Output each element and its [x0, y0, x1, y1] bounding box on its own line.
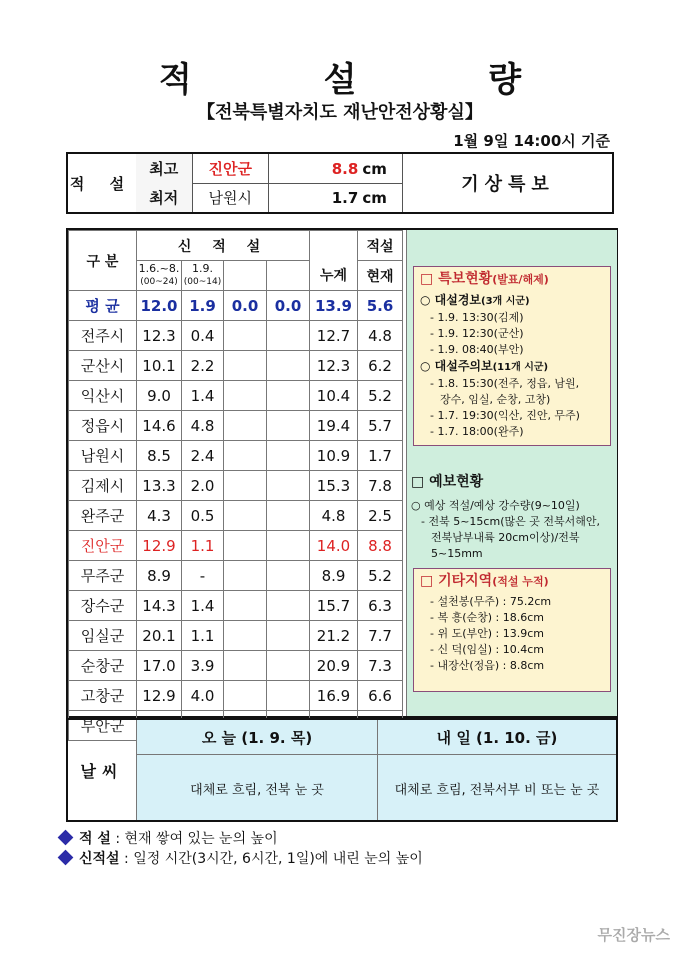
row-empty: [267, 531, 310, 561]
weather-box: [66, 718, 618, 822]
advisory-item: 장수, 임실, 순창, 고창): [440, 393, 551, 406]
row-now: 6.3: [358, 591, 403, 621]
row-period-2: 2.2: [182, 351, 224, 381]
row-name: 고창군: [69, 681, 137, 711]
row-now: 5.2: [358, 381, 403, 411]
row-sum: 12.7: [310, 321, 358, 351]
row-name: 장수군: [69, 591, 137, 621]
row-empty: [224, 381, 267, 411]
note-1: 적 설 : 현재 쌓여 있는 눈의 높이: [60, 828, 278, 848]
page-title: 적 설 량: [158, 60, 582, 100]
row-name: 완주군: [69, 501, 137, 531]
row-period-1: 17.0: [137, 651, 182, 681]
row-period-1: 9.0: [137, 381, 182, 411]
header-period-1: 1.6.~8. (00~24): [137, 261, 182, 291]
row-empty: [267, 591, 310, 621]
table-row: [69, 351, 403, 381]
max-value: 8.8: [331, 159, 359, 178]
row-now: 5.2: [358, 561, 403, 591]
summary-box: [66, 152, 614, 214]
row-period-2: 0.4: [182, 321, 224, 351]
row-name: 임실군: [69, 621, 137, 651]
row-period-1: 4.3: [137, 501, 182, 531]
row-empty: [224, 321, 267, 351]
row-period-1: 14.3: [137, 591, 182, 621]
row-period-1: 20.1: [137, 621, 182, 651]
page-subtitle: 【전북특별자치도 재난안전상황실】: [197, 102, 483, 123]
row-now: 7.7: [358, 621, 403, 651]
row-now: 6.2: [358, 351, 403, 381]
advisory-item: - 1.7. 18:00(완주): [430, 425, 524, 438]
row-now: 5.7: [358, 411, 403, 441]
row-sum: 10.4: [310, 381, 358, 411]
summary-max-row: [136, 154, 402, 184]
row-name: 무주군: [69, 561, 137, 591]
header-new-snow: 신 적 설: [137, 231, 310, 261]
row-period-2: 1.1: [182, 621, 224, 651]
other-item: - 내장산(정읍) : 8.8cm: [430, 659, 545, 672]
table-row: [69, 381, 403, 411]
row-empty: [267, 501, 310, 531]
row-now: 7.3: [358, 651, 403, 681]
row-empty: [224, 441, 267, 471]
row-now: 4.8: [358, 321, 403, 351]
other-item: - 복 흥(순창) : 18.6cm: [430, 611, 545, 624]
advisory-item: - 1.7. 19:30(익산, 진안, 무주): [430, 409, 580, 422]
row-sum: 10.9: [310, 441, 358, 471]
row-name: 순창군: [69, 651, 137, 681]
row-empty: [267, 621, 310, 651]
row-name: 김제시: [69, 471, 137, 501]
row-empty: [267, 681, 310, 711]
weather-today: [137, 720, 378, 820]
row-now: 8.8: [358, 531, 403, 561]
timestamp: 1월 9일 14:00시 기준: [453, 132, 610, 150]
table-row: [69, 621, 403, 651]
other-item: - 위 도(부안) : 13.9cm: [430, 627, 545, 640]
max-unit: cm: [362, 159, 387, 178]
row-sum: 4.8: [310, 501, 358, 531]
row-period-2: 4.0: [182, 681, 224, 711]
row-empty: [224, 351, 267, 381]
row-empty: [224, 531, 267, 561]
today-heading: 오 늘 (1. 9. 목): [137, 720, 377, 755]
weather-tomorrow: [378, 720, 616, 820]
row-period-2: 3.9: [182, 651, 224, 681]
table-row: [69, 531, 403, 561]
row-period-1: 12.3: [137, 321, 182, 351]
info-panel: [406, 230, 617, 716]
header-area: 구 분: [69, 231, 137, 291]
other-item: - 설천봉(무주) : 75.2cm: [430, 595, 552, 608]
min-value: 1.7: [331, 188, 359, 207]
snow-table: [68, 230, 403, 741]
forecast-section: □ 예보현황 ○ 예상 적설/예상 강수량(9~10일) - 전북 5~15cm(많은 곳 전북서해안, 전북남부내륙 20cm이상)/전북 5~15mm: [411, 474, 611, 562]
row-now: 2.5: [358, 501, 403, 531]
row-period-1: 12.9: [137, 681, 182, 711]
row-empty: [267, 411, 310, 441]
warning-item: - 1.9. 13:30(김제): [430, 311, 524, 324]
diamond-icon: [58, 830, 74, 846]
row-period-1: 8.5: [137, 441, 182, 471]
row-sum: 15.3: [310, 471, 358, 501]
row-now: 1.7: [358, 441, 403, 471]
table-row: [69, 441, 403, 471]
row-period-2: 2.0: [182, 471, 224, 501]
row-period-2: 0.5: [182, 501, 224, 531]
table-row: [69, 471, 403, 501]
row-period-2: 1.4: [182, 591, 224, 621]
row-empty: [267, 381, 310, 411]
row-period-1: 8.9: [137, 561, 182, 591]
today-body: 대체로 흐림, 전북 눈 곳: [190, 782, 324, 798]
row-name: 정읍시: [69, 411, 137, 441]
row-period-1: 14.6: [137, 411, 182, 441]
snow-table-box: [66, 228, 618, 735]
row-name: 진안군: [69, 531, 137, 561]
row-empty: [267, 351, 310, 381]
row-sum: 20.9: [310, 651, 358, 681]
row-empty: [224, 501, 267, 531]
warning-item: - 1.9. 08:40(부안): [430, 343, 524, 356]
watermark-logo: 무진장뉴스: [597, 926, 670, 944]
max-label: 최고: [136, 154, 193, 183]
row-empty: [224, 591, 267, 621]
header-now: 현재: [358, 261, 403, 291]
row-sum: 19.4: [310, 411, 358, 441]
table-row: [69, 651, 403, 681]
row-name: 군산시: [69, 351, 137, 381]
advisory-title: ○ 대설주의보: [420, 359, 493, 373]
max-place: 진안군: [193, 154, 269, 183]
summary-min-row: [136, 183, 402, 212]
row-name: 부안군: [69, 711, 137, 741]
row-period-2: 1.4: [182, 381, 224, 411]
min-place: 남원시: [193, 183, 269, 212]
other-regions-panel: □ 기타지역(적설 누적) - 설천봉(무주) : 75.2cm - 복 흥(순창) : 18.6cm - 위 도(부안) : 13.9cm - 신 덕(임실) : 10.4cm - 내장산(정읍) : 8.8cm: [413, 568, 611, 692]
row-sum: 15.7: [310, 591, 358, 621]
row-sum: 12.3: [310, 351, 358, 381]
header-accumulated: 적설: [358, 231, 403, 261]
weather-label: 날씨: [68, 720, 137, 820]
other-title: □ 기타지역: [420, 573, 493, 589]
row-empty: [267, 561, 310, 591]
weather-alert-title: 기상특보: [402, 154, 613, 212]
alerts-panel: □ 특보현황(발표/해제) ○ 대설경보(3개 시군) - 1.9. 13:30(김제) - 1.9. 12:30(군산) - 1.9. 08:40(부안) ○ 대설주의보(11개 시군) - 1.8. 15:30(전주, 정읍, 남원, 장수, 임실, 순창, 고창) - 1.7. 19:30(익산, 진안, 무주) - 1.7. 18:00(완주): [413, 266, 611, 446]
alerts-title: □ 특보현황: [420, 271, 493, 287]
min-label: 최저: [136, 183, 193, 212]
row-name: 전주시: [69, 321, 137, 351]
row-period-2: 4.8: [182, 411, 224, 441]
table-row: [69, 501, 403, 531]
table-row-average: 평 균 12.0 1.9 0.0 0.0 13.9 5.6: [69, 291, 403, 321]
min-unit: cm: [362, 188, 387, 207]
forecast-title: □ 예보현황: [411, 474, 484, 490]
table-row: [69, 591, 403, 621]
summary-label: 적 설: [68, 154, 137, 212]
row-period-2: 2.4: [182, 441, 224, 471]
row-empty: [224, 561, 267, 591]
diamond-icon: [58, 850, 74, 866]
row-sum: 21.2: [310, 621, 358, 651]
row-period-1: 13.3: [137, 471, 182, 501]
row-name: 익산시: [69, 381, 137, 411]
row-period-2: -: [182, 561, 224, 591]
row-empty: [224, 471, 267, 501]
header-period-2: 1.9. (00~14): [182, 261, 224, 291]
row-empty: [224, 651, 267, 681]
row-now: 6.6: [358, 681, 403, 711]
other-item: - 신 덕(임실) : 10.4cm: [430, 643, 545, 656]
row-empty: [267, 321, 310, 351]
row-empty: [267, 441, 310, 471]
row-name: 남원시: [69, 441, 137, 471]
advisory-item: - 1.8. 15:30(전주, 정읍, 남원,: [430, 377, 580, 390]
row-empty: [224, 621, 267, 651]
table-row: [69, 321, 403, 351]
row-period-1: 10.1: [137, 351, 182, 381]
warning-item: - 1.9. 12:30(군산): [430, 327, 524, 340]
row-sum: 16.9: [310, 681, 358, 711]
row-empty: [267, 471, 310, 501]
row-empty: [224, 411, 267, 441]
row-period-2: 1.1: [182, 531, 224, 561]
row-now: 7.8: [358, 471, 403, 501]
tomorrow-body: 대체로 흐림, 전북서부 비 또는 눈 곳: [394, 782, 600, 798]
header-sum: 누계: [310, 261, 358, 291]
warning-title: ○ 대설경보: [420, 293, 482, 307]
row-period-1: 12.9: [137, 531, 182, 561]
table-row: [69, 411, 403, 441]
row-empty: [224, 681, 267, 711]
row-sum: 14.0: [310, 531, 358, 561]
note-2: 신적설 : 일정 시간(3시간, 6시간, 1일)에 내린 눈의 높이: [60, 848, 423, 868]
table-row: [69, 561, 403, 591]
table-row: [69, 681, 403, 711]
tomorrow-heading: 내 일 (1. 10. 금): [378, 720, 616, 755]
row-empty: [267, 651, 310, 681]
row-sum: 8.9: [310, 561, 358, 591]
